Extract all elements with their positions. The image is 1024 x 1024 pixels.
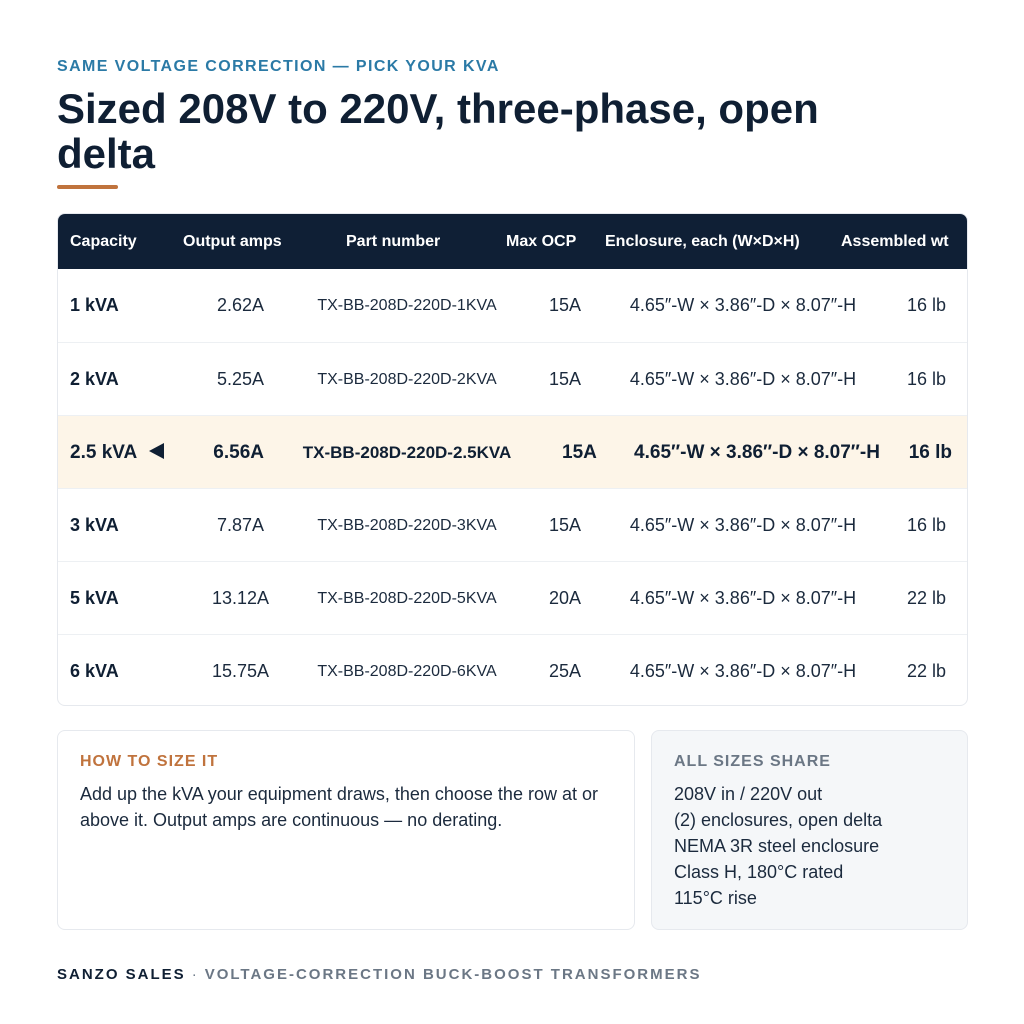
cell-capacity: 6 kVA xyxy=(70,661,119,681)
eyebrow-label: SAME VOLTAGE CORRECTION — PICK YOUR KVA xyxy=(57,58,500,75)
cell-part-number: TX-BB-208D-220D-2.5KVA xyxy=(302,443,512,462)
list-item: Class H, 180°C rated xyxy=(674,862,844,882)
cell-output-amps: 7.87A xyxy=(216,515,264,535)
cell-capacity: 2 kVA xyxy=(70,369,119,389)
sizing-card-body: Add up the kVA your equipment draws, then choose the row at or above it. Output amps are continuous — no derating. xyxy=(80,784,598,830)
cell-part-number: TX-BB-208D-220D-5KVA xyxy=(317,590,497,607)
cell-weight: 16 lb xyxy=(906,295,946,315)
sizing-card-heading: HOW TO SIZE IT xyxy=(80,753,219,770)
cell-enclosure: 4.65″-W × 3.86″-D × 8.07″-H xyxy=(634,442,880,463)
cell-capacity xyxy=(70,416,164,489)
cell-capacity: 1 kVA xyxy=(70,295,119,315)
cell-weight: 22 lb xyxy=(906,588,946,608)
table-row[interactable] xyxy=(58,488,967,561)
cell-capacity: 3 kVA xyxy=(70,515,119,535)
column-header-weight: Assembled wt xyxy=(841,233,949,250)
cell-weight: 16 lb xyxy=(908,442,952,463)
sizing-card xyxy=(57,730,635,930)
cell-max-ocp: 15A xyxy=(549,515,582,535)
cell-part-number: TX-BB-208D-220D-2KVA xyxy=(317,371,497,388)
footer-brand: SANZO SALES xyxy=(57,966,186,983)
list-item: NEMA 3R steel enclosure xyxy=(674,836,880,856)
shared-specs-card xyxy=(651,730,968,930)
cell-capacity-text: 2.5 kVA xyxy=(70,442,138,463)
footer xyxy=(57,966,701,983)
column-header-output-amps: Output amps xyxy=(183,233,282,250)
page-title: Sized 208V to 220V, three-phase, open delta xyxy=(57,85,819,177)
cell-output-amps: 5.25A xyxy=(216,369,264,389)
cell-max-ocp: 25A xyxy=(549,661,582,681)
cell-weight: 16 lb xyxy=(906,369,946,389)
shared-specs-list xyxy=(674,781,882,911)
cell-enclosure: 4.65″-W × 3.86″-D × 8.07″-H xyxy=(629,369,857,389)
list-item: 208V in / 220V out xyxy=(674,784,823,804)
footer-tagline: VOLTAGE-CORRECTION BUCK-BOOST TRANSFORMERS xyxy=(204,966,702,983)
cell-output-amps: 6.56A xyxy=(213,442,264,463)
table-row[interactable] xyxy=(58,634,967,706)
left-triangle-icon xyxy=(149,443,164,459)
cell-capacity: 5 kVA xyxy=(70,588,119,608)
cell-max-ocp: 15A xyxy=(549,295,582,315)
cell-enclosure: 4.65″-W × 3.86″-D × 8.07″-H xyxy=(629,295,857,315)
list-item: (2) enclosures, open delta xyxy=(674,810,883,830)
cell-enclosure: 4.65″-W × 3.86″-D × 8.07″-H xyxy=(629,588,857,608)
table-row[interactable] xyxy=(58,561,967,634)
list-item: 115°C rise xyxy=(674,888,757,908)
column-header-max-ocp: Max OCP xyxy=(506,233,577,250)
cell-max-ocp: 20A xyxy=(549,588,582,608)
cell-output-amps: 15.75A xyxy=(212,661,270,681)
cell-weight: 16 lb xyxy=(906,515,946,535)
column-header-capacity: Capacity xyxy=(70,233,137,250)
table-row[interactable] xyxy=(58,269,967,342)
table-header xyxy=(58,214,967,269)
table-row[interactable] xyxy=(58,342,967,415)
column-header-part-number: Part number xyxy=(346,233,441,250)
cell-max-ocp: 15A xyxy=(562,442,597,463)
cell-part-number: TX-BB-208D-220D-6KVA xyxy=(317,663,497,680)
cell-weight: 22 lb xyxy=(906,661,946,681)
cell-enclosure: 4.65″-W × 3.86″-D × 8.07″-H xyxy=(629,515,857,535)
footer-separator: · xyxy=(191,966,199,983)
cell-max-ocp: 15A xyxy=(549,369,582,389)
shared-specs-heading: ALL SIZES SHARE xyxy=(674,753,831,770)
cell-output-amps: 2.62A xyxy=(216,295,264,315)
table-row-highlighted[interactable] xyxy=(58,415,967,488)
cell-part-number: TX-BB-208D-220D-1KVA xyxy=(317,297,497,314)
cell-enclosure: 4.65″-W × 3.86″-D × 8.07″-H xyxy=(629,661,857,681)
cell-part-number: TX-BB-208D-220D-3KVA xyxy=(317,517,497,534)
spec-table xyxy=(57,213,968,706)
column-header-enclosure: Enclosure, each (W×D×H) xyxy=(605,233,800,250)
cell-output-amps: 13.12A xyxy=(212,588,270,608)
title-underline xyxy=(57,185,118,189)
